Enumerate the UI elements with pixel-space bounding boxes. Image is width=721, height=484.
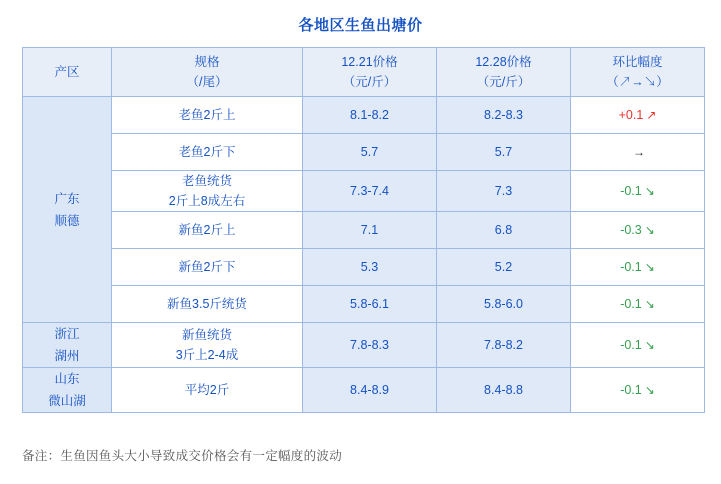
- spec-line2: 2斤上8成左右: [168, 194, 246, 208]
- change-value: [630, 145, 645, 159]
- price-1221-cell: 8.4-8.9: [303, 368, 437, 413]
- table-row: [23, 286, 705, 323]
- spec-cell: [112, 134, 303, 171]
- change-cell: [571, 134, 705, 171]
- header-region-line1: 产区: [54, 65, 80, 79]
- header-spec-line1: 规格: [194, 55, 220, 69]
- change-number: -0.3: [620, 223, 642, 237]
- header-spec: [112, 48, 303, 97]
- spec-cell: [112, 249, 303, 286]
- header-price-1228: [437, 48, 571, 97]
- table-row: [23, 323, 705, 368]
- change-value: [620, 223, 655, 237]
- price-1221-cell: 5.3: [303, 249, 437, 286]
- table-row: [23, 249, 705, 286]
- table-row: [23, 97, 705, 134]
- arrow-down-icon: ↘: [644, 184, 655, 198]
- price-1228-cell: 5.8-6.0: [437, 286, 571, 323]
- arrow-down-icon: ↘: [644, 260, 655, 274]
- header-row: [23, 48, 705, 97]
- spec-cell: [112, 97, 303, 134]
- table-header: [23, 48, 705, 97]
- spec-line1: 老鱼2斤上: [178, 108, 236, 122]
- arrow-up-icon: ↗: [646, 108, 657, 122]
- header-price-1228-line2: （元/斤）: [476, 75, 531, 89]
- region-name-line1: 广东: [54, 191, 80, 206]
- spec-line1: 老鱼统货: [181, 174, 232, 188]
- arrow-down-icon: ↘: [644, 223, 655, 237]
- header-price-1221-line2: （元/斤）: [342, 75, 397, 89]
- spec-line1: 新鱼2斤上: [178, 223, 236, 237]
- change-number: -0.1: [620, 260, 642, 274]
- price-table-container: [22, 47, 699, 413]
- price-1228-cell: 7.8-8.2: [437, 323, 571, 368]
- header-spec-line2: （/尾）: [186, 75, 228, 89]
- change-number: +0.1: [618, 108, 644, 122]
- table-row: [23, 134, 705, 171]
- change-value: [620, 383, 655, 397]
- change-number: -0.1: [620, 338, 642, 352]
- region-cell: [23, 323, 112, 368]
- page-title: 各地区生鱼出塘价: [298, 17, 423, 34]
- header-price-1221-line1: 12.21价格: [341, 55, 398, 69]
- change-value: [619, 108, 657, 122]
- price-1221-cell: 7.1: [303, 212, 437, 249]
- region-name-line2: 微山湖: [48, 394, 86, 408]
- header-price-1228-line1: 12.28价格: [475, 55, 532, 69]
- spec-cell: [112, 212, 303, 249]
- region-name-line2: 顺德: [54, 213, 80, 228]
- table-row: [23, 368, 705, 413]
- change-value: [620, 297, 655, 311]
- change-number: -0.1: [620, 383, 642, 397]
- change-cell: [571, 368, 705, 413]
- region-name-line1: 山东: [54, 372, 80, 386]
- table-row: [23, 171, 705, 212]
- price-1221-cell: 5.7: [303, 134, 437, 171]
- header-change: [571, 48, 705, 97]
- price-1221-cell: 8.1-8.2: [303, 97, 437, 134]
- table-row: [23, 212, 705, 249]
- change-number: -0.1: [620, 297, 642, 311]
- arrow-flat-icon: →: [633, 145, 645, 159]
- spec-line1: 新鱼统货: [181, 328, 232, 342]
- header-change-line2: （↗→↘）: [606, 75, 669, 89]
- price-1221-cell: 7.8-8.3: [303, 323, 437, 368]
- price-1228-cell: 6.8: [437, 212, 571, 249]
- change-cell: [571, 171, 705, 212]
- price-1228-cell: 8.2-8.3: [437, 97, 571, 134]
- region-cell: [23, 97, 112, 323]
- change-cell: [571, 286, 705, 323]
- change-value: [620, 184, 655, 198]
- change-cell: [571, 212, 705, 249]
- header-price-1221: [303, 48, 437, 97]
- price-1221-cell: 7.3-7.4: [303, 171, 437, 212]
- price-1228-cell: 5.7: [437, 134, 571, 171]
- price-table: [22, 47, 705, 413]
- region-name-line1: 浙江: [54, 327, 80, 341]
- spec-line1: 老鱼2斤下: [178, 145, 236, 159]
- arrow-down-icon: ↘: [644, 338, 655, 352]
- spec-cell: [112, 286, 303, 323]
- region-cell: [23, 368, 112, 413]
- arrow-down-icon: ↘: [644, 297, 655, 311]
- arrow-down-icon: ↘: [644, 383, 655, 397]
- spec-line1: 新鱼2斤下: [178, 260, 236, 274]
- spec-cell: [112, 171, 303, 212]
- change-cell: [571, 97, 705, 134]
- change-cell: [571, 249, 705, 286]
- spec-line1: 平均2斤: [184, 383, 230, 397]
- change-cell: [571, 323, 705, 368]
- table-body: [23, 97, 705, 413]
- spec-cell: [112, 368, 303, 413]
- spec-line1: 新鱼3.5斤统货: [167, 297, 247, 311]
- price-1228-cell: 7.3: [437, 171, 571, 212]
- price-1228-cell: 5.2: [437, 249, 571, 286]
- change-value: [620, 338, 655, 352]
- change-value: [620, 260, 655, 274]
- price-1221-cell: 5.8-6.1: [303, 286, 437, 323]
- change-number: -0.1: [620, 184, 642, 198]
- header-change-line1: 环比幅度: [612, 55, 663, 69]
- header-region: [23, 48, 112, 97]
- spec-line2: 3斤上2-4成: [175, 348, 239, 362]
- footnote: 备注：生鱼因鱼头大小导致成交价格会有一定幅度的波动: [22, 449, 343, 463]
- region-name-line2: 湖州: [54, 349, 80, 363]
- spec-cell: [112, 323, 303, 368]
- price-1228-cell: 8.4-8.8: [437, 368, 571, 413]
